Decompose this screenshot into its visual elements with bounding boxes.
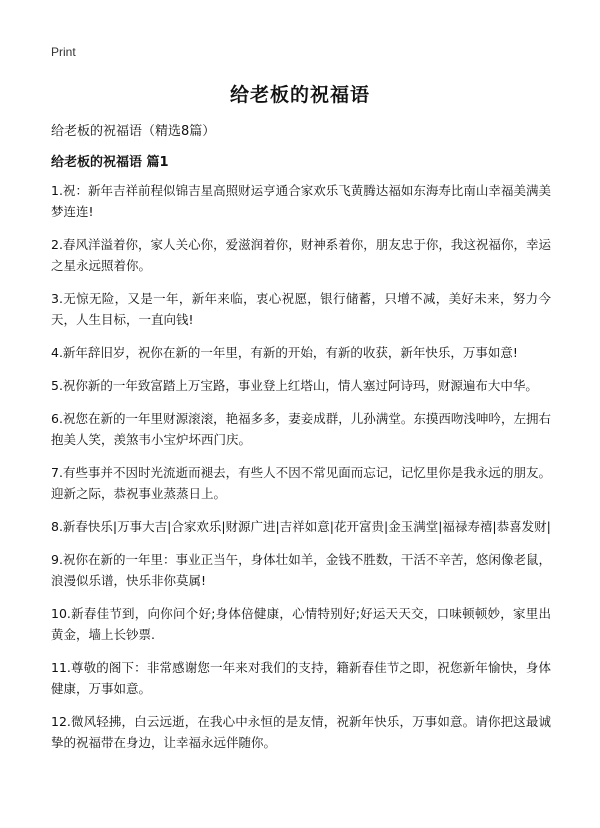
- print-link[interactable]: Print: [51, 45, 76, 59]
- list-item: 12.微风轻拂，白云远逝，在我心中永恒的是友情，祝新年快乐，万事如意。请你把这最诚挚的祝福带在身边，让幸福永远伴随你。: [51, 714, 551, 750]
- list-item: 9.祝你在新的一年里：事业正当午，身体壮如羊，金钱不胜数，干活不辛苦，悠闲像老鼠，浪漫似乐谱，快乐非你莫属!: [51, 552, 551, 588]
- document-subtitle: 给老板的祝福语（精选8篇）: [51, 124, 216, 139]
- list-item: 5.祝你新的一年致富踏上万宝路，事业登上红塔山，情人塞过阿诗玛，财源遍布大中华。: [51, 378, 538, 393]
- list-item: 8.新春快乐|万事大吉|合家欢乐|财源广进|吉祥如意|花开富贵|金玉满堂|福禄寿禧|恭喜发财|: [51, 519, 551, 534]
- list-item: 2.春风洋溢着你，家人关心你，爱滋润着你，财神系着你，朋友忠于你，我这祝福你，幸运之星永远照着你。: [51, 237, 551, 273]
- list-item: 10.新春佳节到，向你问个好;身体倍健康，心情特别好;好运天天交，口味顿顿妙，家里出黄金，墙上长钞票.: [51, 606, 551, 642]
- page-title: 给老板的祝福语: [229, 84, 370, 106]
- blessing-list: [51, 180, 551, 765]
- list-item: 3.无惊无险，又是一年，新年来临，衷心祝愿，银行储蓄，只增不减，美好未来，努力今天，人生目标，一直向钱!: [51, 291, 551, 327]
- list-item: 11.尊敬的阁下：非常感谢您一年来对我们的支持，籍新春佳节之即，祝您新年愉快，身体健康，万事如意。: [51, 660, 551, 696]
- list-item: 4.新年辞旧岁，祝你在新的一年里，有新的开始，有新的收获，新年快乐，万事如意!: [51, 345, 518, 360]
- list-item: 1.祝：新年吉祥前程似锦吉星高照财运亨通合家欢乐飞黄腾达福如东海寿比南山幸福美满美梦连连!: [51, 183, 551, 219]
- list-item: 7.有些事并不因时光流逝而褪去，有些人不因不常见面而忘记，记忆里你是我永远的朋友。迎新之际，恭祝事业蒸蒸日上。: [51, 465, 551, 501]
- list-item: 6.祝您在新的一年里财源滚滚，艳福多多，妻妾成群，儿孙满堂。东摸西吻浅呻吟，左拥右抱美人笑，羡煞韦小宝炉坏西门庆。: [51, 411, 551, 447]
- section-heading: 给老板的祝福语 篇1: [51, 155, 169, 170]
